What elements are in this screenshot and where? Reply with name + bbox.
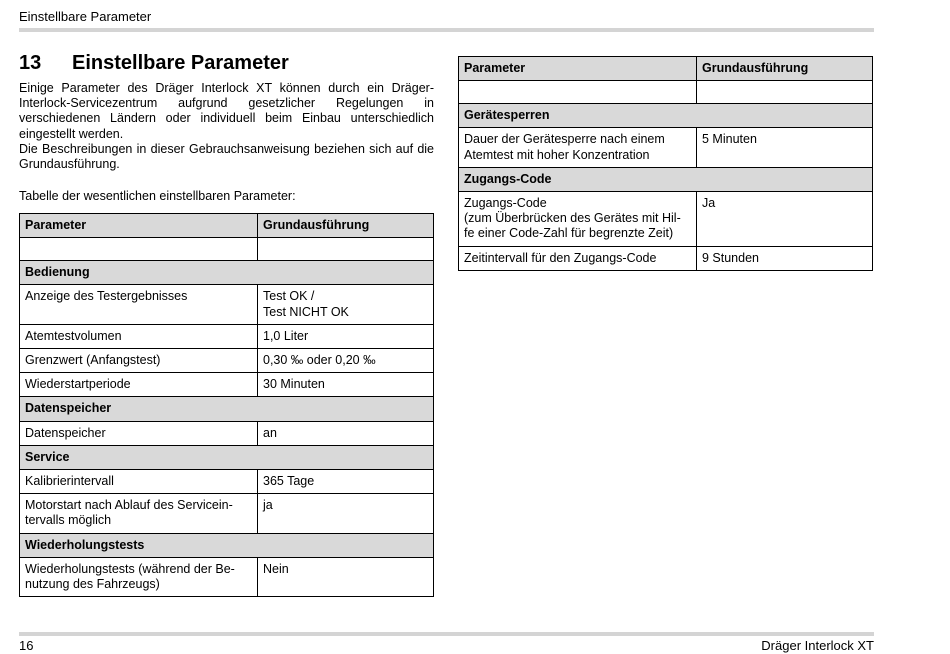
group-title: Gerätesperren — [459, 104, 873, 128]
default-cell: ja — [258, 494, 434, 533]
table-caption: Tabelle der wesentlichen einstellbaren Parameter: — [19, 189, 296, 204]
column-header-parameter: Parameter — [20, 214, 258, 238]
group-row-zugangs-code — [459, 167, 873, 191]
empty-cell — [697, 81, 873, 104]
parameter-cell: Wiederholungstests (während der Be- nutzung des Fahrzeugs) — [20, 557, 258, 596]
table-empty-row — [459, 81, 873, 104]
column-header-default: Grundausführung — [697, 57, 873, 81]
group-row-bedienung — [20, 261, 434, 285]
parameter-cell: Grenzwert (Anfangstest) — [20, 349, 258, 373]
default-cell: Ja — [697, 192, 873, 247]
table-row — [20, 557, 434, 596]
product-name: Dräger Interlock XT — [761, 638, 874, 653]
parameter-cell: Zugangs-Code (zum Überbrücken des Gerätes mit Hil- fe einer Code-Zahl für begrenzte Zeit) — [459, 192, 697, 247]
section-heading — [19, 52, 434, 75]
page-number: 16 — [19, 638, 34, 653]
table-row — [20, 470, 434, 494]
default-cell: 9 Stunden — [697, 246, 873, 270]
group-row-geraetesperren — [459, 104, 873, 128]
default-cell: 5 Minuten — [697, 128, 873, 167]
group-row-wiederholungstests — [20, 533, 434, 557]
parameter-cell: Dauer der Gerätesperre nach einem Atemtest mit hoher Konzentration — [459, 128, 697, 167]
empty-cell — [459, 81, 697, 104]
group-title: Zugangs-Code — [459, 167, 873, 191]
parameter-cell: Wiederstartperiode — [20, 373, 258, 397]
parameter-cell: Kalibrierintervall — [20, 470, 258, 494]
column-header-parameter: Parameter — [459, 57, 697, 81]
group-title: Service — [20, 445, 434, 469]
parameter-cell: Datenspeicher — [20, 421, 258, 445]
intro-paragraph-1: Einige Parameter des Dräger Interlock XT können durch ein Dräger-Interlock-Servicezentrum aufgrund gesetzlicher Regelungen in verschiedenen Ländern oder individuell beim Einbau unterschiedlich eingestellt werden. — [19, 81, 434, 141]
group-title: Bedienung — [20, 261, 434, 285]
column-header-default: Grundausführung — [258, 214, 434, 238]
parameter-table-left — [19, 213, 434, 597]
default-cell: 0,30 ‰ oder 0,20 ‰ — [258, 349, 434, 373]
table-row — [459, 128, 873, 167]
section-title: Einstellbare Parameter — [72, 52, 289, 74]
table-row — [20, 285, 434, 324]
header-rule — [19, 28, 874, 32]
section-intro — [19, 52, 434, 203]
default-cell: 30 Minuten — [258, 373, 434, 397]
default-cell: an — [258, 421, 434, 445]
default-cell: Test OK / Test NICHT OK — [258, 285, 434, 324]
table-row — [20, 373, 434, 397]
parameter-cell: Zeitintervall für den Zugangs-Code — [459, 246, 697, 270]
parameter-cell: Atemtestvolumen — [20, 324, 258, 348]
empty-cell — [20, 238, 258, 261]
default-cell: Nein — [258, 557, 434, 596]
group-row-service — [20, 445, 434, 469]
intro-paragraph-2: Die Beschreibungen in dieser Gebrauchsanweisung beziehen sich auf die Grundausführung. — [19, 141, 434, 172]
parameter-cell: Motorstart nach Ablauf des Servicein- tervalls möglich — [20, 494, 258, 533]
group-title: Datenspeicher — [20, 397, 434, 421]
group-title: Wiederholungstests — [20, 533, 434, 557]
footer-rule — [19, 632, 874, 636]
group-row-datenspeicher — [20, 397, 434, 421]
parameter-table-right — [458, 56, 873, 271]
table-empty-row — [20, 238, 434, 261]
table-row — [20, 494, 434, 533]
parameter-cell: Anzeige des Testergebnisses — [20, 285, 258, 324]
default-cell: 1,0 Liter — [258, 324, 434, 348]
section-number: 13 — [19, 52, 42, 74]
table-header-row — [459, 57, 873, 81]
table-row — [459, 192, 873, 247]
running-head: Einstellbare Parameter — [19, 9, 152, 24]
empty-cell — [258, 238, 434, 261]
table-row — [20, 421, 434, 445]
table-row — [20, 349, 434, 373]
default-cell: 365 Tage — [258, 470, 434, 494]
table-header-row — [20, 214, 434, 238]
table-row — [459, 246, 873, 270]
table-row — [20, 324, 434, 348]
